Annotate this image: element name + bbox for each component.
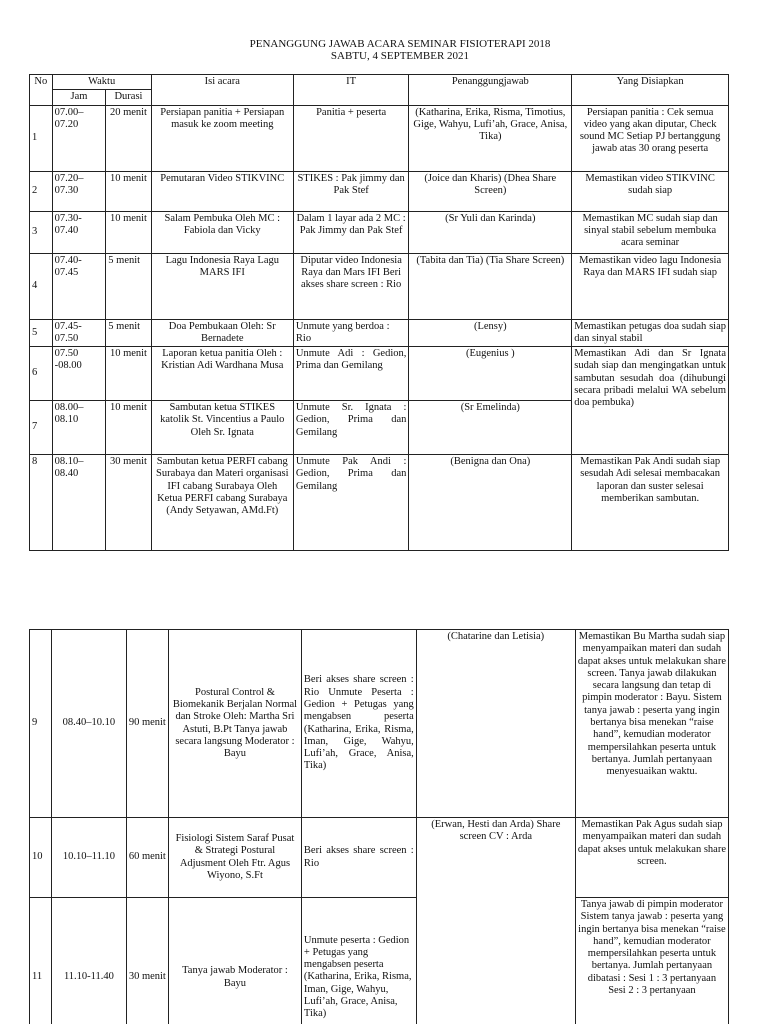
table-row <box>30 171 729 211</box>
row-jam: 07.00–07.20 <box>52 105 106 171</box>
table-row <box>30 818 729 898</box>
row-no: 4 <box>30 253 53 319</box>
header-penanggungjawab: Penanggungjawab <box>409 75 572 106</box>
row-durasi: 5 menit <box>106 253 151 319</box>
row-it: Diputar video Indonesia Raya dan Mars IFI Beri akses share screen : Rio <box>293 253 408 319</box>
header-isi-acara: Isi acara <box>151 75 293 106</box>
row-no: 3 <box>30 211 53 253</box>
row-it: Unmute Sr. Ignata : Gedion, Prima dan Gemilang <box>293 401 408 455</box>
row-it: Panitia + peserta <box>293 105 408 171</box>
row-isi-acara: Sambutan ketua PERFI cabang Surabaya dan Materi organisasi IFI cabang Surabaya Oleh Ketua PERFI cabang Surabaya (Andy Setyawan, AMd.Ft) <box>151 455 293 551</box>
row-it: Unmute peserta : Gedion + Petugas yang mengabsen peserta (Katharina, Erika, Risma, Iman, Gige, Wahyu, Lufi’ah, Grace, Anisa, Tika) <box>301 898 416 1024</box>
row-penanggungjawab: (Katharina, Erika, Risma, Timotius, Gige, Wahyu, Lufi’ah, Grace, Anisa, Tika) <box>409 105 572 171</box>
row-jam: 08.40–10.10 <box>52 630 127 818</box>
row-penanggungjawab: (Erwan, Hesti dan Arda) Share screen CV : Arda <box>416 818 575 1024</box>
row-yang-disiapkan: Memastikan Bu Martha sudah siap menyampaikan materi dan sudah dapat akses untuk melakukan share screen. Tanya jawab dilakukan secara langsung dan tetap di pimpin moderator : Bayu. Sistem tanya jawab : peserta yang ingin bertanya bisa menekan “raise hand”, kemudian moderator mempersilahkan peserta untuk bertanya. Jumlah pertanyaan menyesuaikan waktu. <box>575 630 728 818</box>
table-row <box>30 105 729 171</box>
row-penanggungjawab: (Eugenius ) <box>409 347 572 401</box>
row-isi-acara: Pemutaran Video STIKVINC <box>151 171 293 211</box>
row-it: Beri akses share screen : Rio Unmute Peserta : Gedion + Petugas yang mengabsen peserta (Katharina, Erika, Risma, Iman, Gige, Wahyu, Lufi’ah, Grace, Anisa, Tika) <box>301 630 416 818</box>
row-no: 8 <box>30 455 53 551</box>
row-jam: 08.00–08.10 <box>52 401 106 455</box>
row-durasi: 30 menit <box>126 898 168 1024</box>
row-jam: 10.10–11.10 <box>52 818 127 898</box>
row-isi-acara: Postural Control & Biomekanik Berjalan Normal dan Stroke Oleh: Martha Sri Astuti, B.Pt Tanya jawab secara langsung Moderator : Bayu <box>168 630 301 818</box>
row-yang-disiapkan: Memastikan Pak Andi sudah siap sesudah Adi selesai membacakan laporan dan suster selesai memberikan sambutan. <box>572 455 729 551</box>
table-row <box>30 211 729 253</box>
row-it: STIKES : Pak jimmy dan Pak Stef <box>293 171 408 211</box>
header-it: IT <box>293 75 408 106</box>
row-durasi: 10 menit <box>106 347 151 401</box>
row-durasi: 10 menit <box>106 211 151 253</box>
row-isi-acara: Persiapan panitia + Persiapan masuk ke zoom meeting <box>151 105 293 171</box>
row-isi-acara: Laporan ketua panitia Oleh : Kristian Adi Wardhana Musa <box>151 347 293 401</box>
row-it: Dalam 1 layar ada 2 MC : Pak Jimmy dan Pak Stef <box>293 211 408 253</box>
header-no: No <box>30 75 53 106</box>
row-isi-acara: Doa Pembukaan Oleh: Sr Bernadete <box>151 319 293 347</box>
row-yang-disiapkan: Persiapan panitia : Cek semua video yang akan diputar, Check sound MC Setiap PJ bertanggung jawab atas 30 orang peserta <box>572 105 729 171</box>
table-row <box>30 455 729 551</box>
row-jam: 07.20–07.30 <box>52 171 106 211</box>
table-row <box>30 319 729 347</box>
row-durasi: 10 menit <box>106 401 151 455</box>
title-line-1: PENANGGUNG JAWAB ACARA SEMINAR FISIOTERAPI 2018 <box>249 38 551 50</box>
row-durasi: 20 menit <box>106 105 151 171</box>
row-no: 1 <box>30 105 53 171</box>
row-no: 5 <box>30 319 53 347</box>
row-jam: 07.45-07.50 <box>52 319 106 347</box>
title-line-2: SABTU, 4 SEPTEMBER 2021 <box>330 50 470 63</box>
row-isi-acara: Salam Pembuka Oleh MC : Fabiola dan Vicky <box>151 211 293 253</box>
row-jam: 08.10–08.40 <box>52 455 106 551</box>
row-it: Unmute yang berdoa : Rio <box>293 319 408 347</box>
table-row <box>30 898 729 1024</box>
schedule-table-part-1 <box>29 74 729 551</box>
row-yang-disiapkan: Memastikan petugas doa sudah siap dan sinyal stabil <box>572 319 729 347</box>
row-isi-acara: Tanya jawab Moderator : Bayu <box>168 898 301 1024</box>
header-yang-disiapkan: Yang Disiapkan <box>572 75 729 106</box>
header-waktu: Waktu <box>52 75 151 90</box>
header-jam: Jam <box>52 90 106 105</box>
row-yang-disiapkan: Tanya jawab di pimpin moderator Sistem tanya jawab : peserta yang ingin bertanya bisa menekan “raise hand”, kemudian moderator mempersilahkan peserta untuk bertanya. Jumlah pertanyaan dibatasi : Sesi 1 : 3 pertanyaan Sesi 2 : 3 pertanyaan <box>575 898 728 1024</box>
row-penanggungjawab: (Sr Yuli dan Karinda) <box>409 211 572 253</box>
row-durasi: 30 menit <box>106 455 151 551</box>
row-isi-acara: Sambutan ketua STIKES katolik St. Vincentius a Paulo Oleh Sr. Ignata <box>151 401 293 455</box>
row-durasi: 10 menit <box>106 171 151 211</box>
row-isi-acara: Lagu Indonesia Raya Lagu MARS IFI <box>151 253 293 319</box>
row-no: 6 <box>30 347 53 401</box>
row-no: 2 <box>30 171 53 211</box>
row-yang-disiapkan: Memastikan Adi dan Sr Ignata sudah siap dan mengingatkan untuk sambutan sesudah doa (dihubungi secara pribadi melalui WA sebelum doa pembuka) <box>572 347 729 455</box>
table-header-row <box>30 75 729 90</box>
row-jam: 07.40-07.45 <box>52 253 106 319</box>
row-yang-disiapkan: Memastikan video STIKVINC sudah siap <box>572 171 729 211</box>
row-penanggungjawab: (Benigna dan Ona) <box>409 455 572 551</box>
table-row <box>30 253 729 319</box>
row-yang-disiapkan: Memastikan video lagu Indonesia Raya dan MARS IFI sudah siap <box>572 253 729 319</box>
header-durasi: Durasi <box>106 90 151 105</box>
table-row <box>30 630 729 818</box>
row-penanggungjawab: (Sr Emelinda) <box>409 401 572 455</box>
row-no: 7 <box>30 401 53 455</box>
row-it: Beri akses share screen : Rio <box>301 818 416 898</box>
schedule-table-part-2 <box>29 629 729 1024</box>
row-durasi: 5 menit <box>106 319 151 347</box>
row-penanggungjawab: (Lensy) <box>409 319 572 347</box>
row-yang-disiapkan: Memastikan Pak Agus sudah siap menyampaikan materi dan sudah dapat akses untuk melakukan share screen. <box>575 818 728 898</box>
row-no: 10 <box>30 818 52 898</box>
row-durasi: 90 menit <box>126 630 168 818</box>
row-jam: 11.10-11.40 <box>52 898 127 1024</box>
document-title <box>0 38 768 62</box>
row-it: Unmute Adi : Gedion, Prima dan Gemilang <box>293 347 408 401</box>
row-jam: 07.30-07.40 <box>52 211 106 253</box>
table-row <box>30 347 729 401</box>
row-penanggungjawab: (Chatarine dan Letisia) <box>416 630 575 818</box>
row-yang-disiapkan: Memastikan MC sudah siap dan sinyal stabil sebelum membuka acara seminar <box>572 211 729 253</box>
row-penanggungjawab: (Tabita dan Tia) (Tia Share Screen) <box>409 253 572 319</box>
row-isi-acara: Fisiologi Sistem Saraf Pusat & Strategi Postural Adjusment Oleh Ftr. Agus Wiyono, S.Ft <box>168 818 301 898</box>
row-no: 11 <box>30 898 52 1024</box>
row-penanggungjawab: (Joice dan Kharis) (Dhea Share Screen) <box>409 171 572 211</box>
row-it: Unmute Pak Andi : Gedion, Prima dan Gemilang <box>293 455 408 551</box>
row-no: 9 <box>30 630 52 818</box>
row-jam: 07.50 -08.00 <box>52 347 106 401</box>
row-durasi: 60 menit <box>126 818 168 898</box>
